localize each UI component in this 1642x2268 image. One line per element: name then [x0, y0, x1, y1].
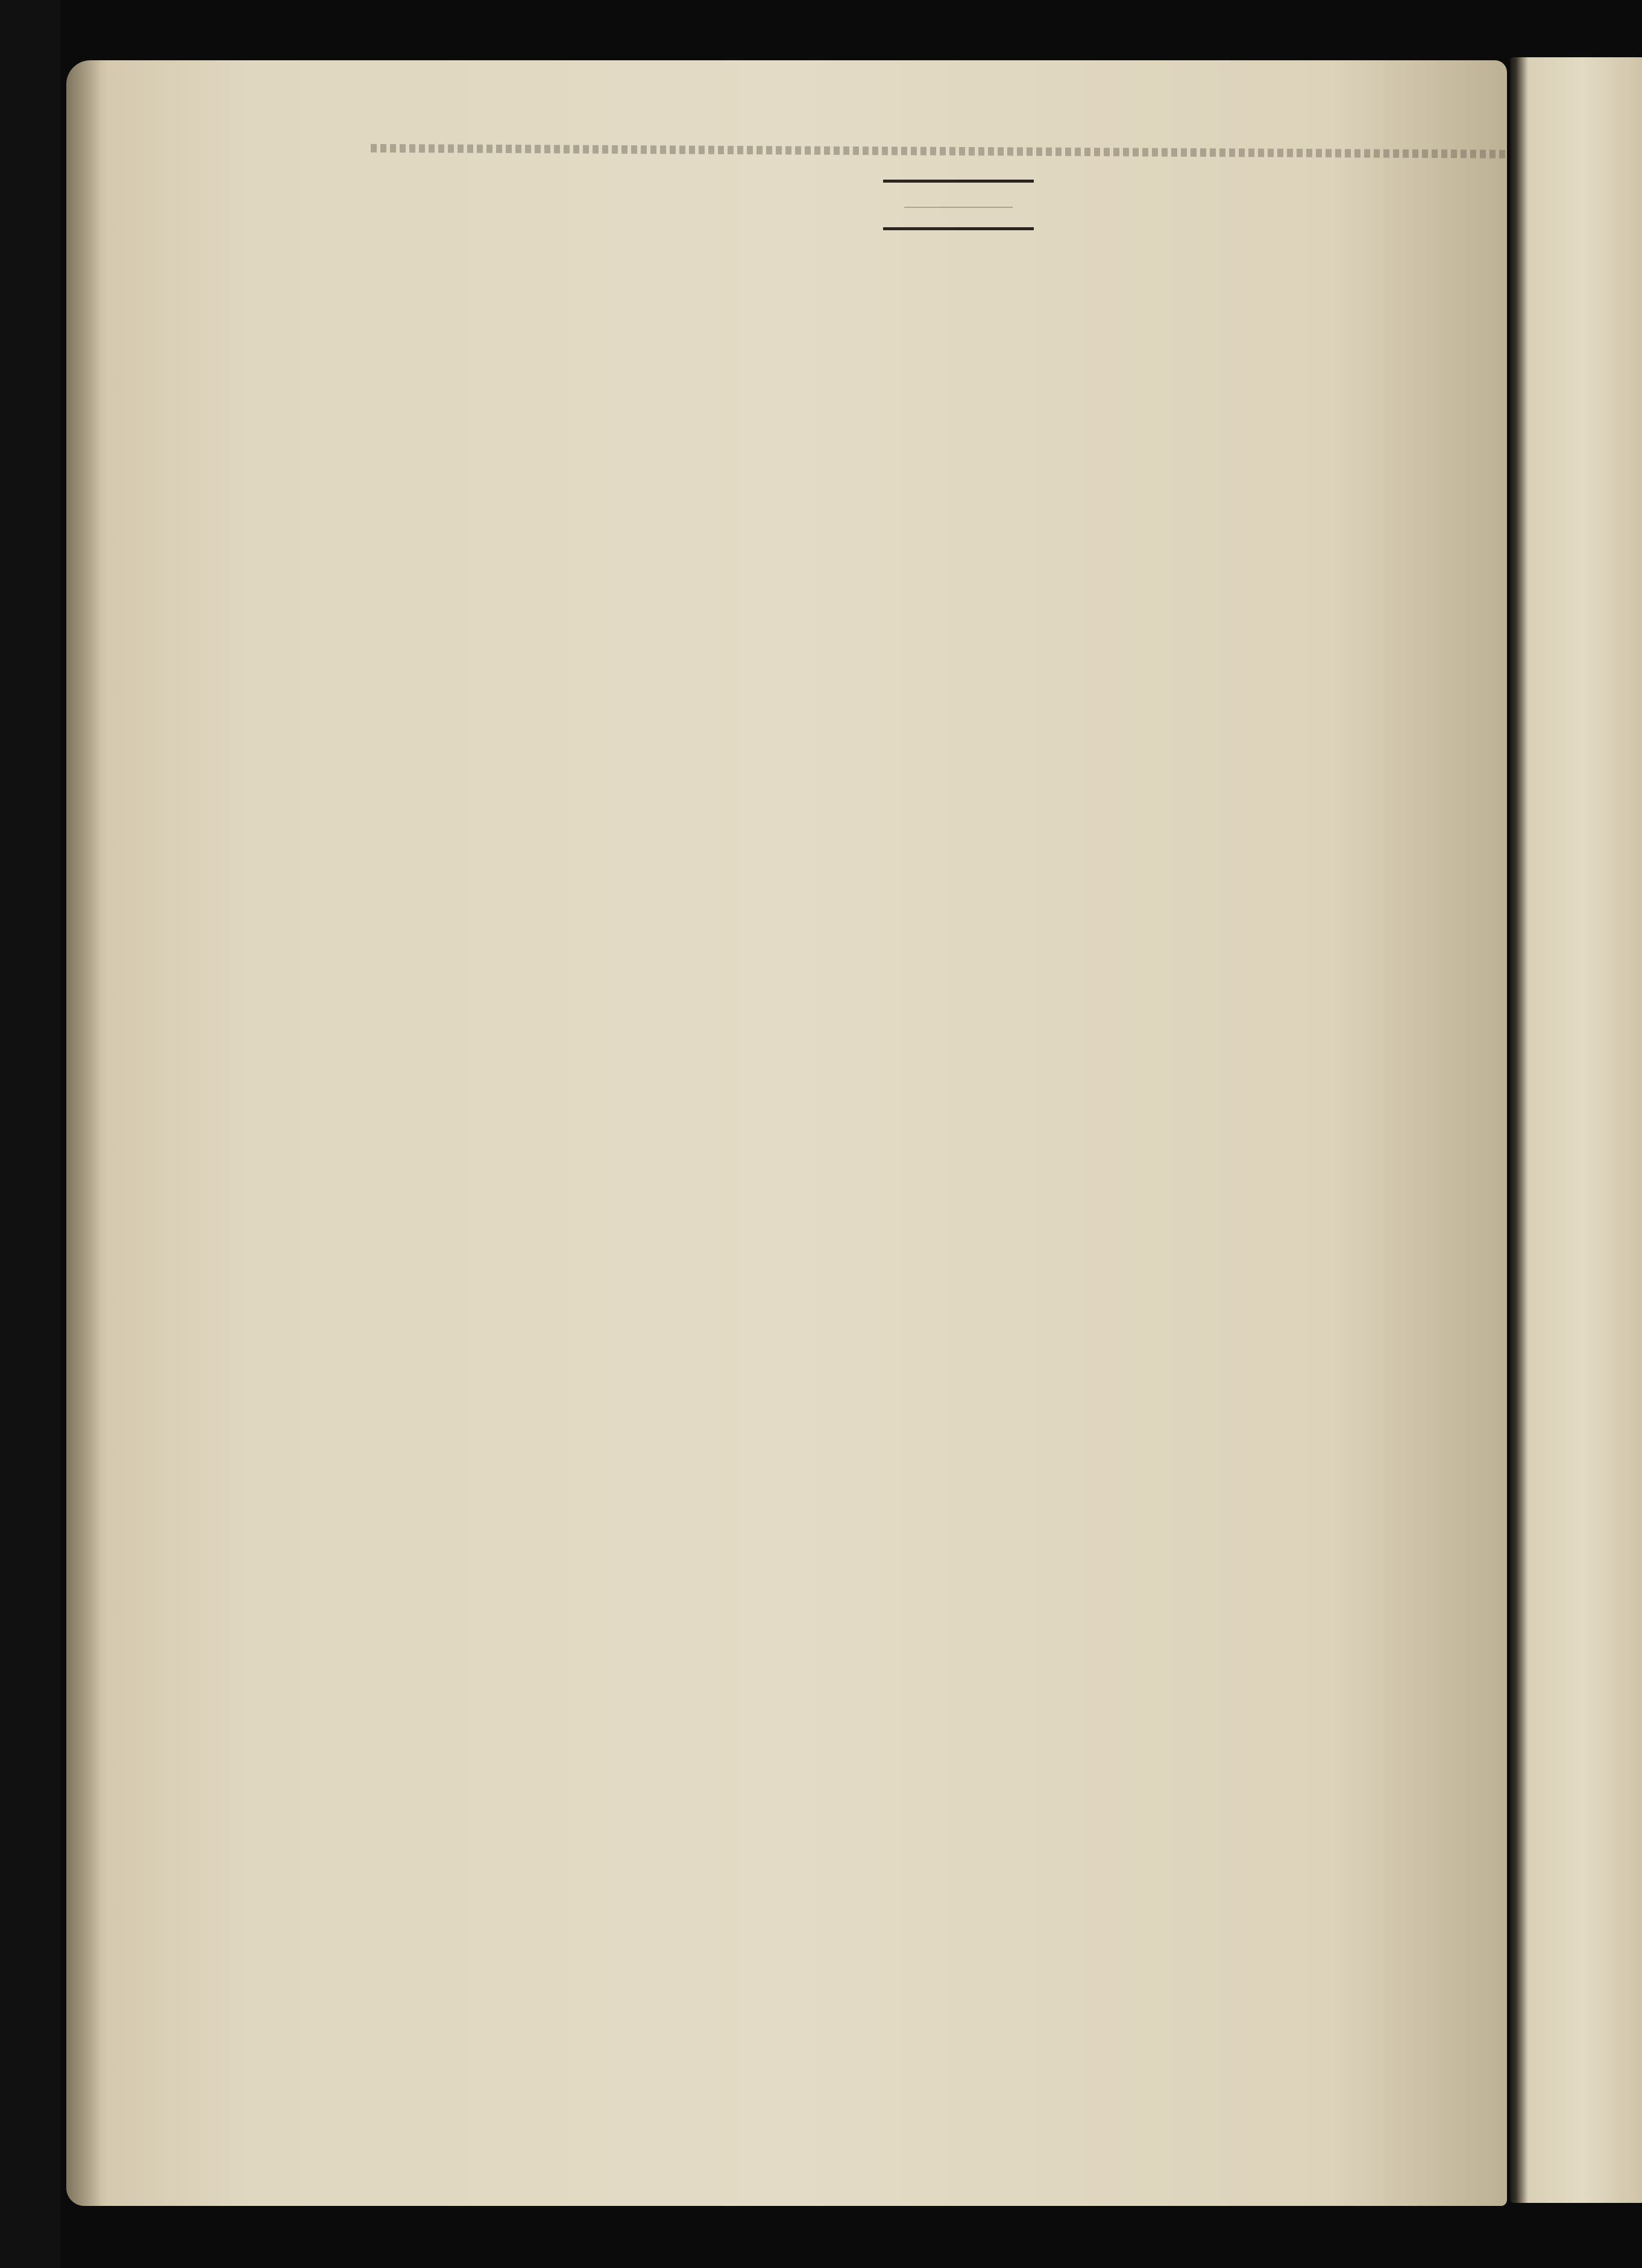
book-page — [66, 60, 1507, 2206]
faint-rule — [904, 207, 1013, 208]
header-wavy-rule — [371, 144, 1507, 159]
facing-page — [1510, 57, 1642, 2203]
section-separator — [883, 227, 1034, 230]
section-separator — [883, 180, 1034, 183]
page-gutter-shadow — [66, 60, 102, 2206]
book-edge — [0, 0, 60, 2268]
page-content — [380, 139, 1507, 254]
